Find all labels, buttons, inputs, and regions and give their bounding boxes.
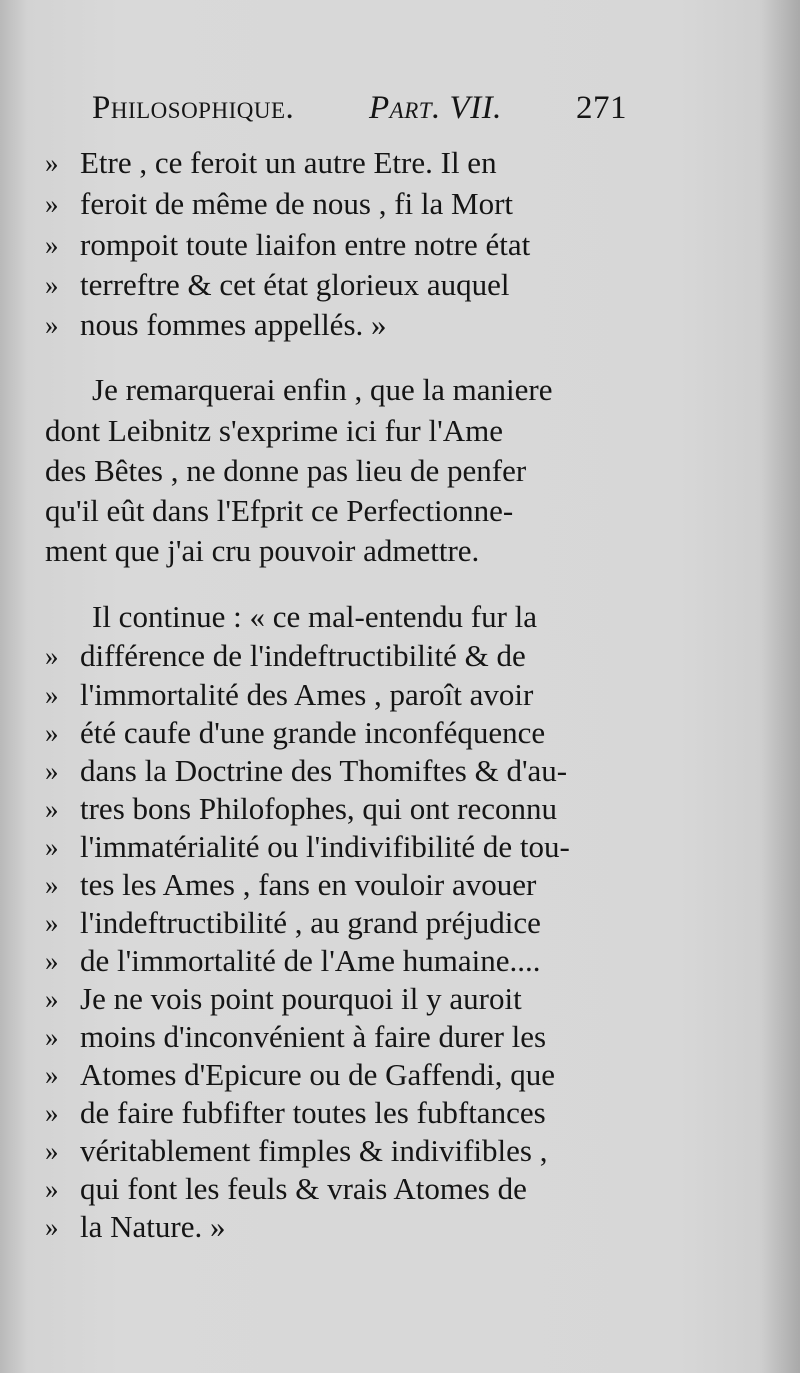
quote-mark: » (45, 794, 59, 824)
text-line: » qui font les feuls & vrais Atomes de (45, 1168, 645, 1210)
text-line: » tes les Ames , fans en vouloir avouer (45, 864, 645, 906)
text-line: » dans la Doctrine des Thomiftes & d'au- (45, 750, 645, 792)
text-line: Il continue : « ce mal-entendu fur la (92, 599, 538, 634)
text-line: » Atomes d'Epicure ou de Gaffendi, que (45, 1054, 645, 1096)
quote-mark: » (45, 148, 59, 178)
quote-mark: » (45, 680, 59, 710)
text-line: » l'immortalité des Ames , paroît avoir (45, 674, 645, 716)
text-line: » la Nature. » (45, 1206, 645, 1248)
quote-mark: » (45, 1098, 59, 1128)
quote-mark: » (45, 310, 59, 340)
quote-mark: » (45, 946, 59, 976)
quote-mark: » (45, 984, 59, 1014)
text-line: » feroit de même de nous , fi la Mort (45, 183, 645, 225)
text-line: » l'immatérialité ou l'indivifibilité de tou- (45, 826, 645, 868)
text-line: » rompoit toute liaifon entre notre état (45, 224, 645, 266)
running-header (92, 90, 627, 136)
quote-mark: » (45, 1060, 59, 1090)
text-line: ment que j'ai cru pouvoir admettre. (45, 533, 480, 568)
text-line: » nous fommes appellés. » (45, 304, 645, 346)
text-line: » tres bons Philofophes, qui ont reconnu (45, 788, 645, 830)
text-line: » véritablement fimples & indivifibles , (45, 1130, 645, 1172)
quote-mark: » (45, 1022, 59, 1052)
quote-mark: » (45, 908, 59, 938)
text-line: » Je ne vois point pourquoi il y auroit (45, 978, 645, 1020)
text-line: » Etre , ce feroit un autre Etre. Il en (45, 142, 645, 184)
text-line: » de l'immortalité de l'Ame humaine.... (45, 940, 645, 982)
text-line: » l'indeftructibilité , au grand préjudice (45, 902, 645, 944)
quote-mark: » (45, 1174, 59, 1204)
text-line: qu'il eût dans l'Efprit ce Perfectionne- (45, 493, 514, 528)
quote-mark: » (45, 641, 59, 671)
quote-mark: » (45, 718, 59, 748)
quote-mark: » (45, 870, 59, 900)
header-part: Part. VII. (369, 90, 502, 126)
text-line: » terreftre & cet état glorieux auquel (45, 264, 645, 306)
text-line: » différence de l'indeftructibilité & de (45, 635, 645, 677)
text-line: dont Leibnitz s'exprime ici fur l'Ame (45, 413, 503, 448)
quote-mark: » (45, 189, 59, 219)
text-line: » de faire fubfifter toutes les fubftances (45, 1092, 645, 1134)
quote-mark: » (45, 756, 59, 786)
text-line: » moins d'inconvénient à faire durer les (45, 1016, 645, 1058)
text-line: Je remarquerai enfin , que la maniere (92, 372, 553, 407)
text-line: des Bêtes , ne donne pas lieu de penfer (45, 453, 527, 488)
quote-mark: » (45, 270, 59, 300)
quote-mark: » (45, 1136, 59, 1166)
quote-mark: » (45, 832, 59, 862)
text-line: » été caufe d'une grande inconféquence (45, 712, 645, 754)
quote-mark: » (45, 230, 59, 260)
page-number: 271 (576, 90, 627, 126)
quote-mark: » (45, 1212, 59, 1242)
header-title: Philosophique. (92, 90, 295, 126)
